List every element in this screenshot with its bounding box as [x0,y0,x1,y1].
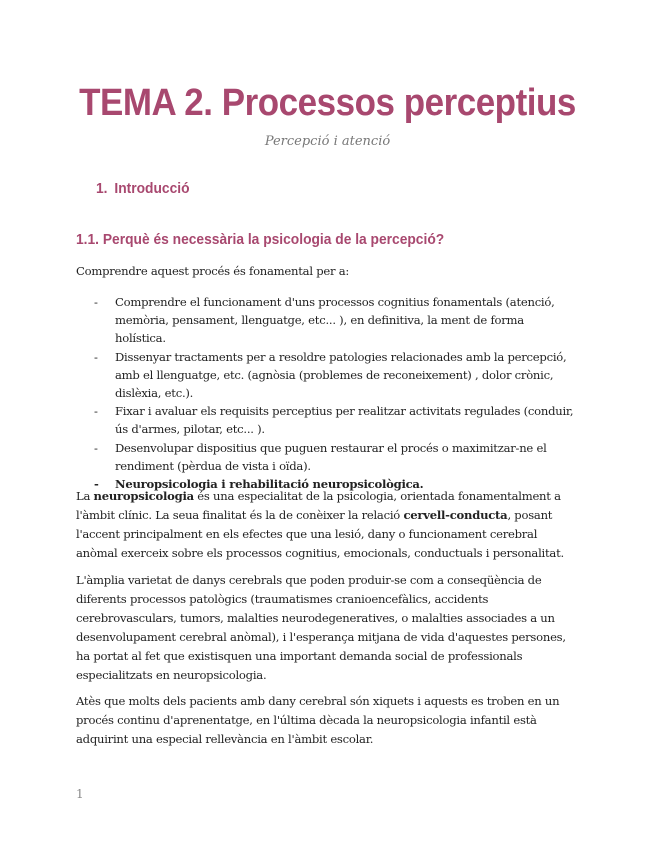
list-item-text: Comprendre el funcionament d'uns processos cognitius fonamentals (atenció, memòria, pensament, llenguatge, etc... ), en definitiva, la ment de forma holística. [115,295,555,346]
document-title: TEMA 2. Processos perceptius [79,82,576,124]
section-heading-introduccio [96,180,190,197]
list-item [76,348,576,403]
section-number: 1. [96,180,108,197]
list-item-text: Fixar i avaluar els requisits perceptius per realitzar activitats regulades (conduir, ús d'armes, pilotar, etc... ). [115,404,574,437]
list-item-text: Desenvolupar dispositius que puguen restaurar el procés o maximitzar-ne el rendiment (pèrdua de vista i oïda). [115,440,547,473]
text-run: és una especialitat de la psicologia, orientada fonamentalment a l'àmbit clínic. La seua finalitat és la de conèixer la relació [76,489,561,522]
intro-paragraph: Comprendre aquest procés és fonamental per a: [76,264,350,278]
list-item [76,439,576,475]
brain-damage-paragraph: L'àmplia varietat de danys cerebrals que poden produir-se com a conseqüència de diferents processos patològics (traumatismes cranioencefàlics, accidents cerebrovasculars, tumors, malalties neurodegeneratives, o malalties associades a un desenvolupament cerebral anòmal), i l'esperança mitjana de vida d'aquestes persones, ha portat al fet que existisquen una important demanda social de professionals especialitzats en neuropsicologia. [76,573,566,682]
bullet-marker: - [94,295,98,309]
bold-term: cervell-conducta [403,508,508,522]
bullet-marker: - [94,440,98,455]
text-run: , posant l'accent principalment en els efectes que una lesió, dany o funcionament cerebral anòmal exerceix sobre els processos cognitius, emocionals, conductuals i personalitat. [76,508,564,560]
list-item-text: Dissenyar tractaments per a resoldre patologies relacionades amb la percepció, amb el llenguatge, etc. (agnòsia (problemes de reconeixement) , dolor crònic, dislèxia, etc.). [115,349,567,401]
document-subtitle: Percepció i atenció [264,134,391,149]
list-item-text: Neuropsicologia i rehabilitació neuropsicològica. [115,477,424,492]
bullet-marker: - [94,477,99,492]
neuropsychology-paragraph [76,487,576,563]
bullet-marker: - [94,349,98,364]
children-paragraph: Atès que molts dels pacients amb dany cerebral són xiquets i aquests es troben en un procés continu d'aprenentatge, en l'última dècada la neuropsicologia infantil està adquirint una especial rellevància en l'àmbit escolar. [76,694,560,746]
page-number: 1 [76,787,84,801]
bold-term: neuropsicologia [93,489,194,503]
section-label: Introducció [114,180,190,197]
text-run: La [76,489,94,503]
bullet-list [76,293,576,493]
bullet-marker: - [94,404,98,419]
list-item [76,402,576,438]
subsection-heading: 1.1. Perquè és necessària la psicologia de la percepció? [76,231,445,248]
list-item [76,293,576,348]
